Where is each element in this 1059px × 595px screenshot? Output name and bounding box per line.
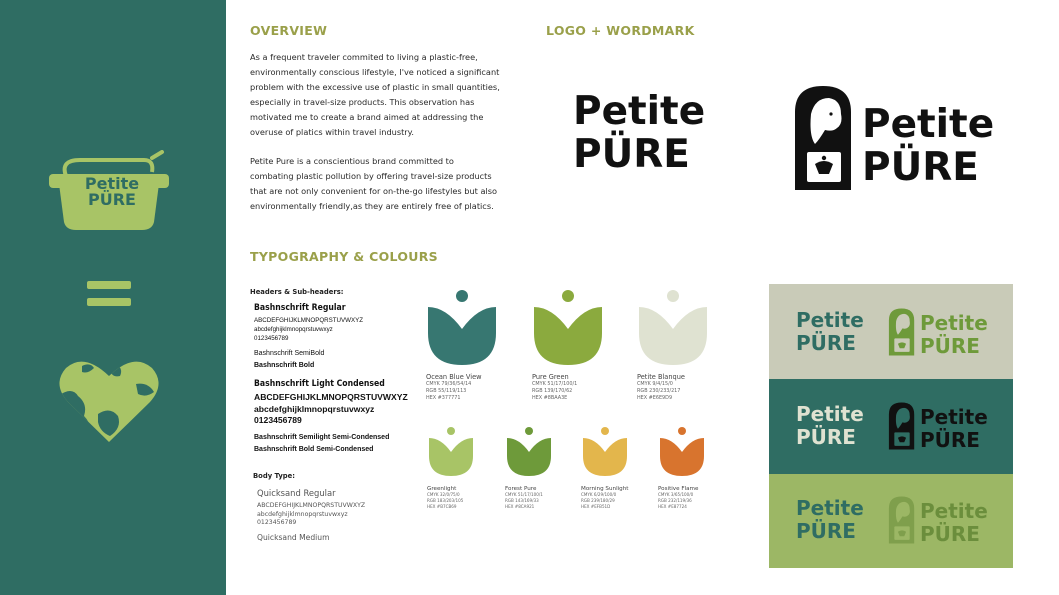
tulip-positive-flame-icon [658,426,706,476]
swatch-greenlight [427,426,505,510]
swatch-rgb: RGB 183/203/105 [427,498,464,504]
font1-lower: abcdefghijklmnopqrstuvwxyz [254,325,333,333]
body-digits: 0123456789 [257,519,297,527]
swatch-rgb: RGB 230/233/217 [637,388,681,395]
swatch-name: Positive Flame [658,486,699,492]
tulip-morning-sunlight-icon [581,426,629,476]
swatch-cmyk: CMYK 6/29/100/0 [581,492,617,497]
panel-beige-wordmark-line1: Petite [796,308,864,332]
body-font-specimen [257,488,365,542]
font-specimen-2 [254,379,408,456]
swatch-hex: HEX #E87724 [658,504,687,510]
panel-green-wordmark-line2: PÜRE [796,519,856,543]
swatch-rgb: RGB 139/170/62 [532,388,573,395]
panel-green-icon-wordmark-line2: PÜRE [920,522,980,546]
wordmark-black [573,89,706,177]
wordmark-icon-line2: PÜRE [862,145,979,190]
font2-semilight: Bashnschrift Semilight Semi-Condensed [254,433,390,441]
panel-teal-icon-wordmark [920,407,988,450]
swatch-ocean-blue-view [426,289,538,403]
body-lower: abcdefghijklmnopqrstuvwxyz [257,510,348,518]
swatch-hex: HEX #B7CB69 [427,504,457,510]
wordmark-icon-line1: Petite [862,102,995,147]
body-type-label: Body Type: [253,472,295,480]
equals-bar-bottom [87,298,131,306]
tulip-greenlight-icon [427,426,475,476]
panel-teal-wordmark-line1: Petite [796,402,864,426]
overview-paragraph-2: Petite Pure is a conscientious brand committed to combating plastic pollution by offering travel-size products that are not only convenient for on-the-go lifestyles but also environmentally friendly,as they are entirely free of platics. [250,156,498,212]
swatch-morning-sunlight [581,426,659,510]
panel-beige-wordmark-line2: PÜRE [796,331,856,355]
font2-upper: ABCDEFGHIJKLMNOPQRSTUVWXYZ [254,392,408,402]
basket-wordmark-line2: PÜRE [88,190,136,209]
swatch-rgb: RGB 239/180/29 [581,498,615,504]
swatch-positive-flame [658,426,736,510]
body-medium: Quicksand Medium [257,532,330,542]
font1-bold: Bashnschrift Bold [254,362,315,370]
swatch-hex: HEX #8BAA3E [532,395,568,402]
swatch-hex: HEX #E6E9D9 [637,395,673,402]
equals-bar-top [87,281,131,289]
panel-teal-icon-wordmark-line2: PÜRE [920,428,980,452]
wordmark-black-line2: PÜRE [573,132,690,177]
swatch-hex: HEX #EFB51D [581,504,611,510]
swatch-pure-green [532,289,644,403]
basket-wordmark [68,176,156,208]
swatch-name: Morning Sunlight [581,486,629,492]
tulip-forest-pure-icon [505,426,553,476]
font-specimen-1 [254,303,363,372]
wordmark-black-line1: Petite [573,89,706,134]
secondary-swatches [427,426,747,521]
font1-semibold: Bashnschrift SemiBold [254,350,325,358]
panel-teal-wordmark [796,404,864,447]
panel-teal-icon-wordmark-line1: Petite [920,405,988,429]
swatch-hex: HEX #377771 [426,395,461,402]
primary-swatches [426,289,756,409]
body-upper: ABCDEFGHIJKLMNOPQRSTUVWXYZ [257,502,366,509]
panel-green-wordmark [796,498,864,541]
heart-globe-icon [58,356,160,444]
wordmark-black-with-icon [862,102,995,190]
font1-name: Bashnschrift Regular [254,303,346,313]
swatch-rgb: RGB 232/119/36 [658,498,692,504]
panel-teal-logo-icon [888,400,916,452]
body-font-name: Quicksand Regular [257,488,336,498]
swatch-forest-pure [505,426,583,510]
panel-beige-wordmark [796,310,864,353]
swatch-cmyk: CMYK 51/17/100/1 [532,381,578,387]
swatch-rgb: RGB 143/169/33 [505,498,539,504]
headers-label: Headers & Sub-headers: [250,288,344,296]
tulip-petite-blanque-icon [637,289,709,365]
overview-paragraph-1: As a frequent traveler commited to living a plastic-free, environmentally conscious lifestyle, I've noticed a significant problem with the excessive use of plastic in small quantities, especially in travel-size products. This observation has motivated me to create a brand aimed at addressing the overuse of platics within travel industry. [250,52,500,137]
panel-teal-wordmark-line2: PÜRE [796,425,856,449]
swatch-name: Petite Blanque [637,373,685,381]
tulip-ocean-icon [426,289,498,365]
panel-green-wordmark-line1: Petite [796,496,864,520]
overview-text [250,50,500,214]
woman-logo-icon [793,84,855,192]
swatch-hex: HEX #8CA921 [505,504,535,510]
swatch-cmyk: CMYK 51/17/100/1 [505,492,543,497]
swatch-cmyk: CMYK 32/0/75/0 [427,492,460,497]
swatch-cmyk: CMYK 3/65/100/0 [658,492,694,497]
font2-bold: Bashnschrift Bold Semi-Condensed [254,445,374,453]
swatch-name: Ocean Blue View [426,373,482,381]
swatch-rgb: RGB 55/119/113 [426,388,467,395]
panel-green-icon-wordmark-line1: Petite [920,499,988,523]
font2-lower: abcdefghijklmnopqrstuvwxyz [254,403,375,414]
swatch-name: Greenlight [427,486,457,492]
panel-beige-icon-wordmark [920,313,988,356]
panel-beige-icon-wordmark-line2: PÜRE [920,334,980,358]
swatch-cmyk: CMYK 9/4/15/0 [637,381,673,387]
overview-heading: OVERVIEW [250,23,328,38]
font2-name: Bashnschrift Light Condensed [254,379,385,389]
swatch-name: Forest Pure [505,486,537,492]
logo-wordmark-heading: LOGO + WORDMARK [546,23,695,38]
panel-green-logo-icon [888,494,916,546]
typography-heading: TYPOGRAPHY & COLOURS [250,249,438,264]
panel-green-icon-wordmark [920,501,988,544]
panel-beige-icon-wordmark-line1: Petite [920,311,988,335]
swatch-cmyk: CMYK 79/36/54/14 [426,381,472,387]
panel-beige-logo-icon [888,306,916,358]
font1-digits: 0123456789 [254,334,289,342]
swatch-name: Pure Green [532,373,569,381]
basket-wordmark-line1: Petite [84,174,140,193]
swatch-petite-blanque [637,289,749,403]
font1-upper: ABCDEFGHIJKLMNOPQRSTUVWXYZ [254,317,363,324]
font2-digits: 0123456789 [254,415,302,425]
tulip-pure-green-icon [532,289,604,365]
